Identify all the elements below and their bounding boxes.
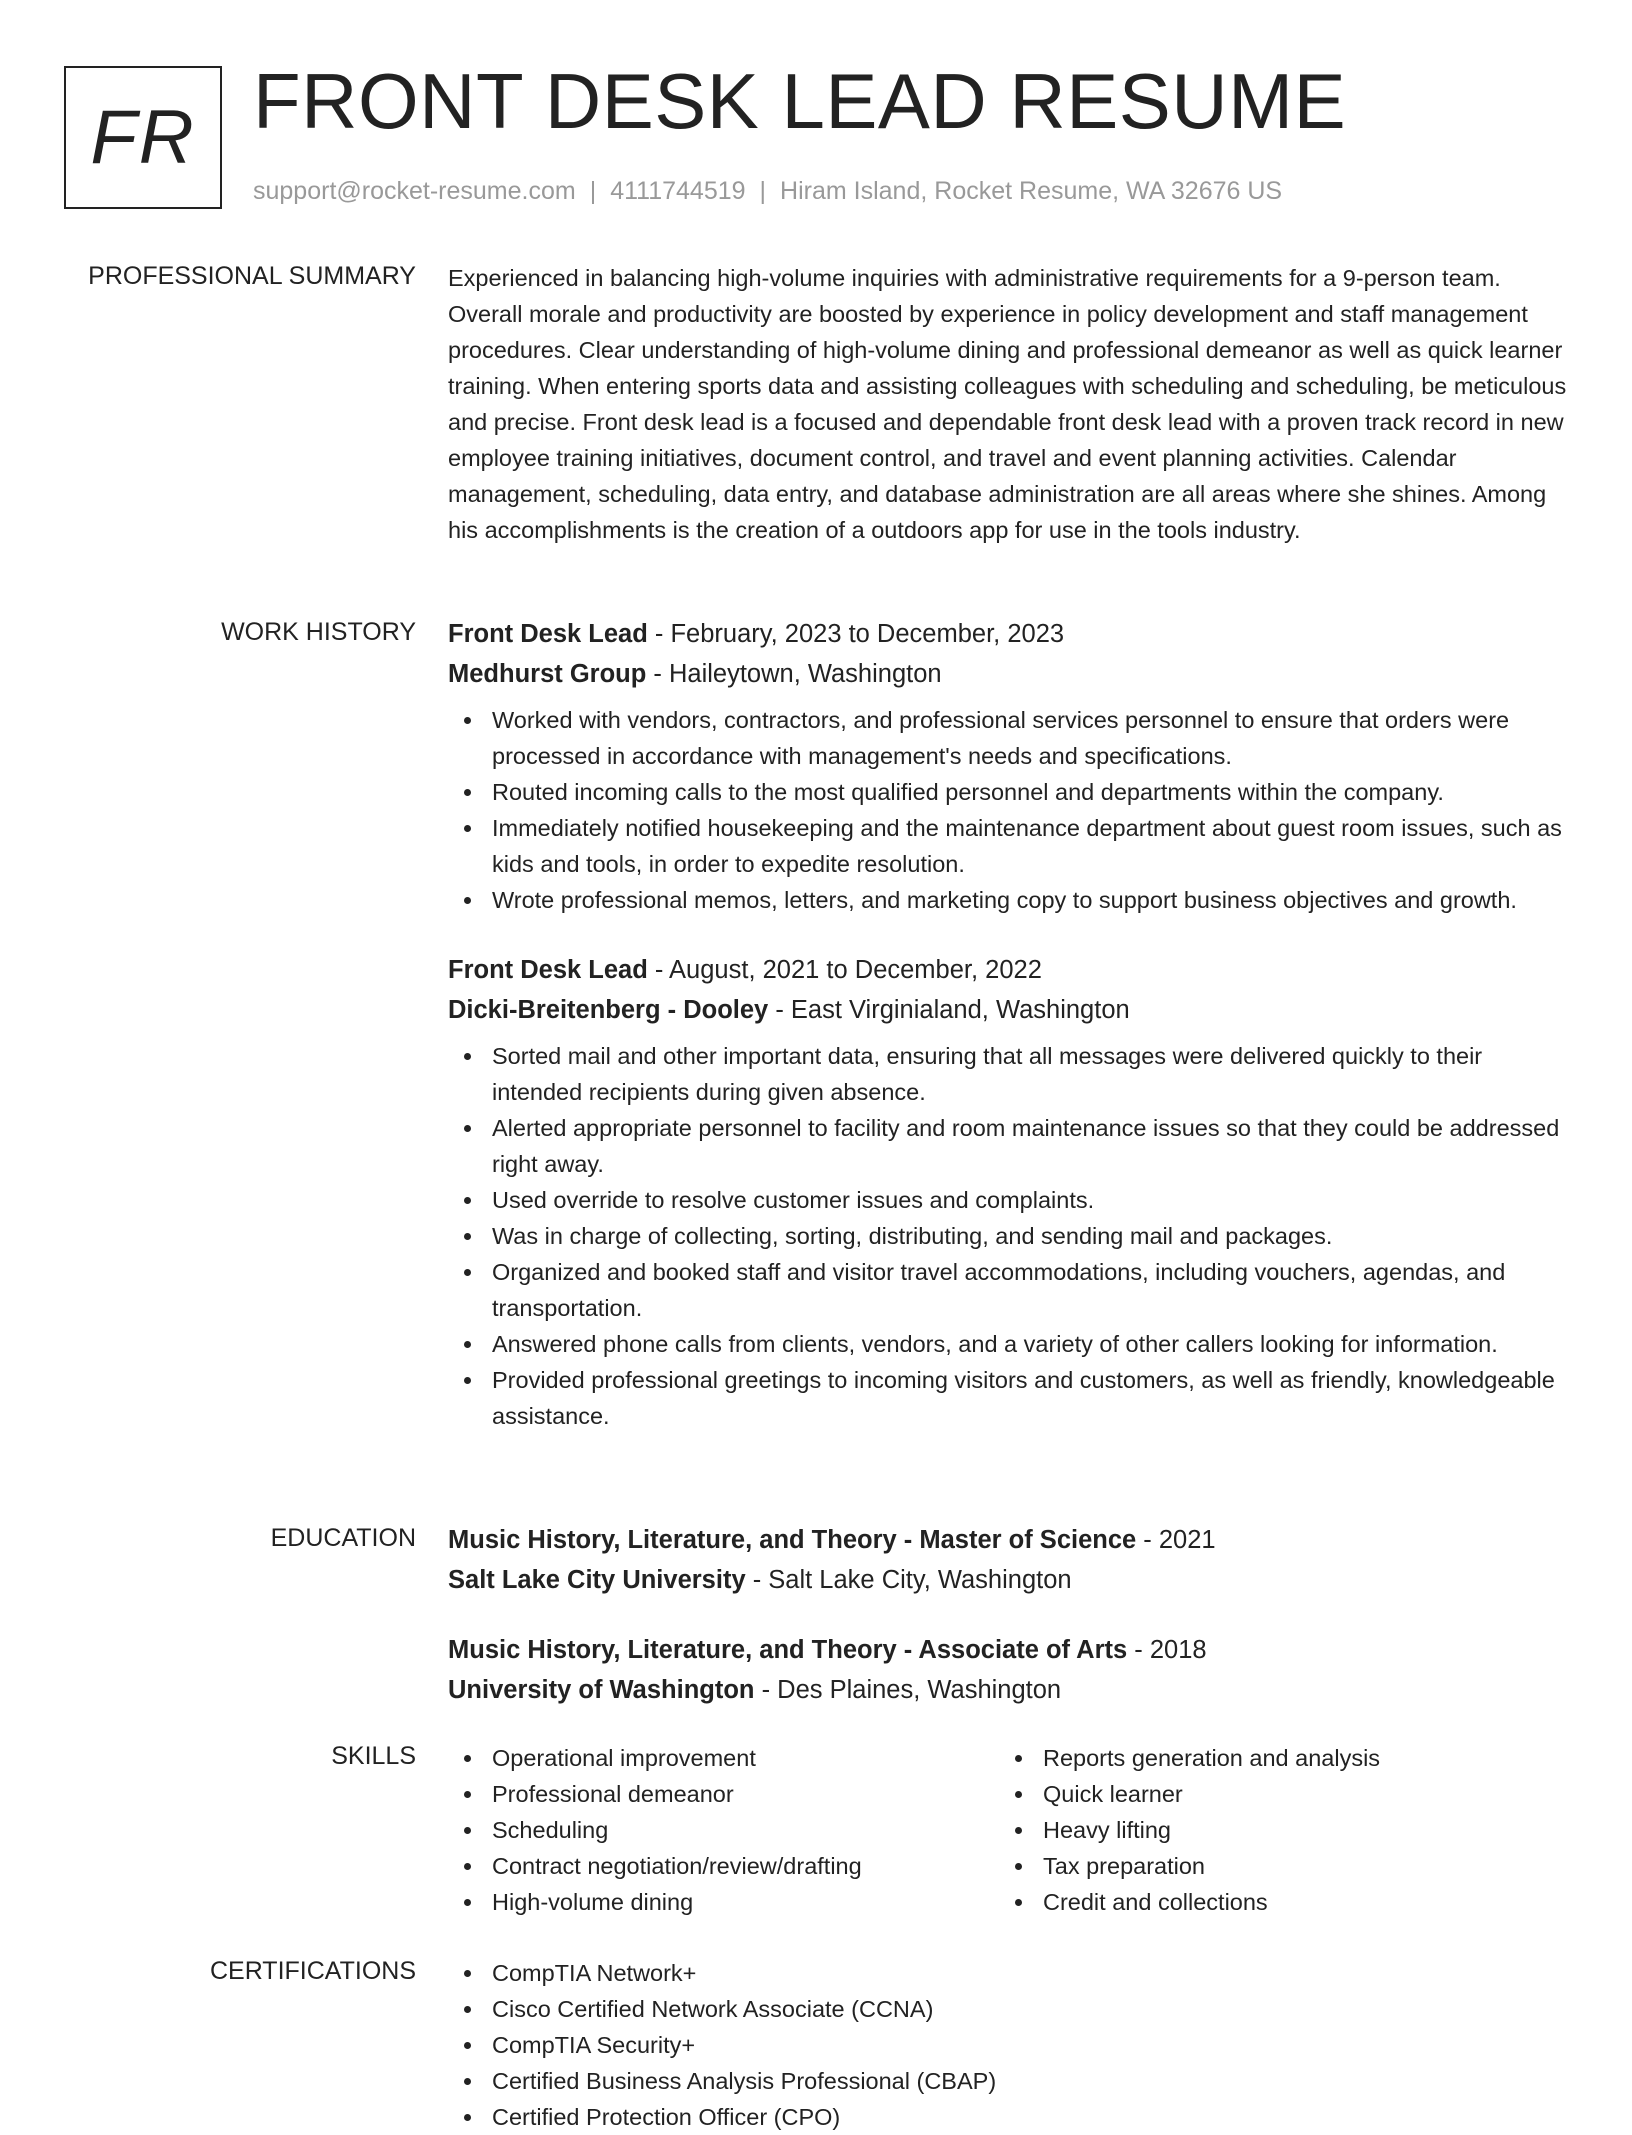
education-entry: [448, 1520, 1570, 1600]
list-item: Credit and collections: [999, 1884, 1550, 1920]
list-item: Certified Business Analysis Professional (CBAP): [448, 2063, 1570, 2099]
list-item: Reports generation and analysis: [999, 1740, 1550, 1776]
degree-line: [448, 1520, 1570, 1560]
list-item: Tax preparation: [999, 1848, 1550, 1884]
monogram-initials: FR: [90, 95, 196, 180]
list-item: Provided professional greetings to incoming visitors and customers, as well as friendly, knowledgeable assistance.: [448, 1362, 1570, 1434]
job-bullets: [448, 702, 1570, 918]
school-line: [448, 1670, 1570, 1710]
list-item: Operational improvement: [448, 1740, 999, 1776]
job-location: - Haileytown, Washington: [646, 660, 942, 688]
job-title-line: [448, 614, 1570, 654]
contact-phone: 4111744519: [610, 177, 746, 205]
education-entry: [448, 1630, 1570, 1710]
list-item: Cisco Certified Network Associate (CCNA): [448, 1991, 1570, 2027]
job-location: - East Virginialand, Washington: [768, 996, 1130, 1024]
section-label-education: EDUCATION: [270, 1524, 416, 1552]
list-item: Contract negotiation/review/drafting: [448, 1848, 999, 1884]
list-item: Alerted appropriate personnel to facility and room maintenance issues so that they could be addressed right away.: [448, 1110, 1570, 1182]
list-item: High-volume dining: [448, 1884, 999, 1920]
list-item: Scheduling: [448, 1812, 999, 1848]
summary-text: Experienced in balancing high-volume inquiries with administrative requirements for a 9-person team. Overall morale and productivity are boosted by experience in policy development and staff management procedures. Clear understanding of high-volume dining and professional demeanor as well as quick learner training. When entering sports data and assisting colleagues with scheduling and scheduling, be meticulous and precise. Front desk lead is a focused and dependable front desk lead with a proven track record in new employee training initiatives, document control, and travel and event planning activities. Calendar management, scheduling, data entry, and database administration are all areas where she shines. Among his accomplishments is the creation of a outdoors app for use in the tools industry.: [448, 265, 1567, 543]
monogram-box: [64, 66, 222, 209]
skills-body: [448, 1740, 1570, 1920]
degree-name: Music History, Literature, and Theory - Master of Science: [448, 1526, 1137, 1554]
list-item: Worked with vendors, contractors, and professional services personnel to ensure that orders were processed in accordance with management's needs and specifications.: [448, 702, 1570, 774]
job-entry: [448, 950, 1570, 1434]
skills-column-left: [448, 1740, 999, 1920]
list-item: Quick learner: [999, 1776, 1550, 1812]
certifications-list: [448, 1955, 1570, 2135]
school-line: [448, 1560, 1570, 1600]
job-title-line: [448, 950, 1570, 990]
job-dates: - August, 2021 to December, 2022: [647, 956, 1042, 984]
school-name: University of Washington: [448, 1676, 755, 1704]
job-dates: - February, 2023 to December, 2023: [647, 620, 1065, 648]
section-label-summary: PROFESSIONAL SUMMARY: [88, 262, 416, 290]
summary-body: [448, 260, 1570, 548]
section-label-certifications: CERTIFICATIONS: [209, 1957, 416, 1985]
school-name: Salt Lake City University: [448, 1566, 746, 1594]
list-item: Answered phone calls from clients, vendors, and a variety of other callers looking for information.: [448, 1326, 1570, 1362]
skills-columns: [448, 1740, 1570, 1920]
school-location: - Des Plaines, Washington: [754, 1676, 1062, 1704]
list-item: Sorted mail and other important data, ensuring that all messages were delivered quickly to their intended recipients during given absence.: [448, 1038, 1570, 1110]
contact-separator: |: [589, 177, 597, 205]
skills-column-right: [999, 1740, 1550, 1920]
job-bullets: [448, 1038, 1570, 1434]
degree-line: [448, 1630, 1570, 1670]
list-item: Immediately notified housekeeping and the maintenance department about guest room issues, such as kids and tools, in order to expedite resolution.: [448, 810, 1570, 882]
degree-year: - 2018: [1127, 1636, 1207, 1664]
degree-year: - 2021: [1136, 1526, 1216, 1554]
skills-list-right: [999, 1740, 1550, 1920]
job-company-line: [448, 654, 1570, 694]
contact-separator: |: [759, 177, 767, 205]
job-company-line: [448, 990, 1570, 1030]
list-item: CompTIA Network+: [448, 1955, 1570, 1991]
school-location: - Salt Lake City, Washington: [745, 1566, 1072, 1594]
list-item: Used override to resolve customer issues and complaints.: [448, 1182, 1570, 1218]
list-item: Certified Protection Officer (CPO): [448, 2099, 1570, 2135]
list-item: Heavy lifting: [999, 1812, 1550, 1848]
job-title: Front Desk Lead: [448, 956, 648, 984]
certifications-body: [448, 1955, 1570, 2135]
list-item: Organized and booked staff and visitor travel accommodations, including vouchers, agendas, and transportation.: [448, 1254, 1570, 1326]
list-item: Wrote professional memos, letters, and marketing copy to support business objectives and growth.: [448, 882, 1570, 918]
contact-address: Hiram Island, Rocket Resume, WA 32676 US: [780, 177, 1283, 205]
contact-line: [253, 175, 1282, 207]
job-company: Dicki-Breitenberg - Dooley: [448, 996, 769, 1024]
degree-name: Music History, Literature, and Theory - Associate of Arts: [448, 1636, 1128, 1664]
skills-list-left: [448, 1740, 999, 1920]
resume-title: FRONT DESK LEAD RESUME: [253, 57, 1347, 145]
job-title: Front Desk Lead: [448, 620, 648, 648]
list-item: Professional demeanor: [448, 1776, 999, 1812]
list-item: CompTIA Security+: [448, 2027, 1570, 2063]
contact-email: support@rocket-resume.com: [253, 177, 576, 205]
section-label-skills: SKILLS: [331, 1742, 416, 1770]
job-entry: [448, 614, 1570, 918]
section-label-work-history: WORK HISTORY: [221, 618, 416, 646]
list-item: Was in charge of collecting, sorting, distributing, and sending mail and packages.: [448, 1218, 1570, 1254]
list-item: Routed incoming calls to the most qualified personnel and departments within the company.: [448, 774, 1570, 810]
work-history-body: [448, 614, 1570, 1434]
education-body: [448, 1520, 1570, 1710]
job-company: Medhurst Group: [448, 660, 647, 688]
